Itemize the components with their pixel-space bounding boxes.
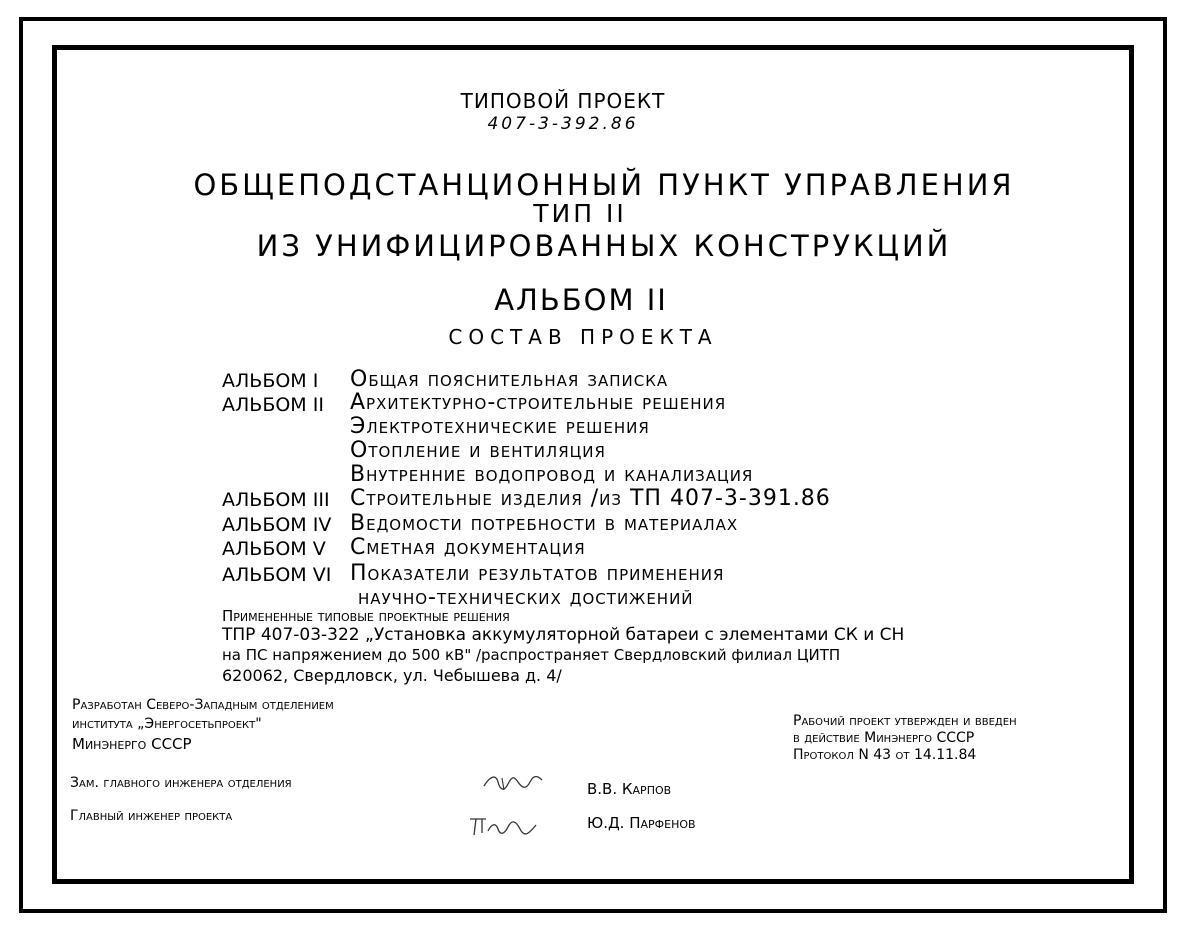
signature-scribble-icon (482, 770, 544, 796)
developer-line-2: института „Энергосетьпроект" (72, 716, 262, 732)
contents-album-label: АЛЬБОМ I (222, 370, 319, 392)
developer-line-1: Разработан Северо-Западным отделением (72, 697, 334, 713)
approval-line-3: Протокол N 43 от 14.11.84 (793, 747, 977, 763)
developer-line-3: Минэнерго СССР (72, 735, 192, 753)
contents-item: Электротехнические решения (350, 414, 650, 439)
applied-line-2: на ПС напряжением до 500 кВ" /распространяет Свердловский филиал ЦИТП (222, 646, 841, 664)
title-line-1: ОБЩЕПОДСТАНЦИОННЫЙ ПУНКТ УПРАВЛЕНИЯ (193, 168, 1015, 202)
contents-item: Внутренние водопровод и канализация (350, 462, 754, 487)
contents-album-label: АЛЬБОМ III (222, 489, 330, 511)
signature-role-1: Зам. главного инженера отделения (70, 775, 292, 791)
applied-line-3: 620062, Свердловск, ул. Чебышева д. 4/ (222, 666, 562, 685)
signature-name-2: Ю.Д. Парфенов (587, 814, 696, 832)
contents-item: Общая пояснительная записка (350, 367, 669, 392)
contents-item: Сметная документация (350, 535, 586, 560)
contents-album-label: АЛЬБОМ VI (222, 564, 332, 586)
signature-name-1: В.В. Карпов (587, 780, 672, 798)
project-number: 407-3-392.86 (487, 114, 639, 134)
contents-item: Ведомости потребности в материалах (350, 511, 739, 536)
contents-album-label: АЛЬБОМ V (222, 538, 326, 560)
contents-item: Показатели результатов применения (350, 561, 725, 586)
title-line-3: ИЗ УНИФИЦИРОВАННЫХ КОНСТРУКЦИЙ (256, 229, 952, 263)
applied-heading: Примененные типовые проектные решения (222, 607, 510, 625)
album-subtitle: СОСТАВ ПРОЕКТА (448, 325, 718, 349)
project-type-label: ТИПОВОЙ ПРОЕКТ (460, 89, 666, 113)
applied-line-1: ТПР 407-03-322 „Установка аккумуляторной батареи с элементами СК и СН (222, 625, 905, 645)
contents-item: Архитектурно-строительные решения (350, 390, 727, 415)
approval-line-1: Рабочий проект утвержден и введен (793, 713, 1017, 729)
album-title: АЛЬБОМ II (494, 283, 668, 317)
contents-item: Строительные изделия /из ТП 407-3-391.86 (350, 486, 831, 511)
contents-item: научно-технических достижений (358, 585, 694, 610)
contents-album-label: АЛЬБОМ II (222, 394, 324, 416)
title-line-2: ТИП II (533, 199, 627, 228)
handwritten-signature (482, 770, 544, 800)
contents-album-label: АЛЬБОМ IV (222, 514, 332, 536)
signature-scribble-icon (466, 813, 538, 839)
handwritten-signature (466, 813, 538, 843)
signature-role-2: Главный инженер проекта (70, 808, 233, 824)
contents-item: Отопление и вентиляция (350, 438, 606, 463)
approval-line-2: в действие Минэнерго СССР (793, 730, 975, 746)
